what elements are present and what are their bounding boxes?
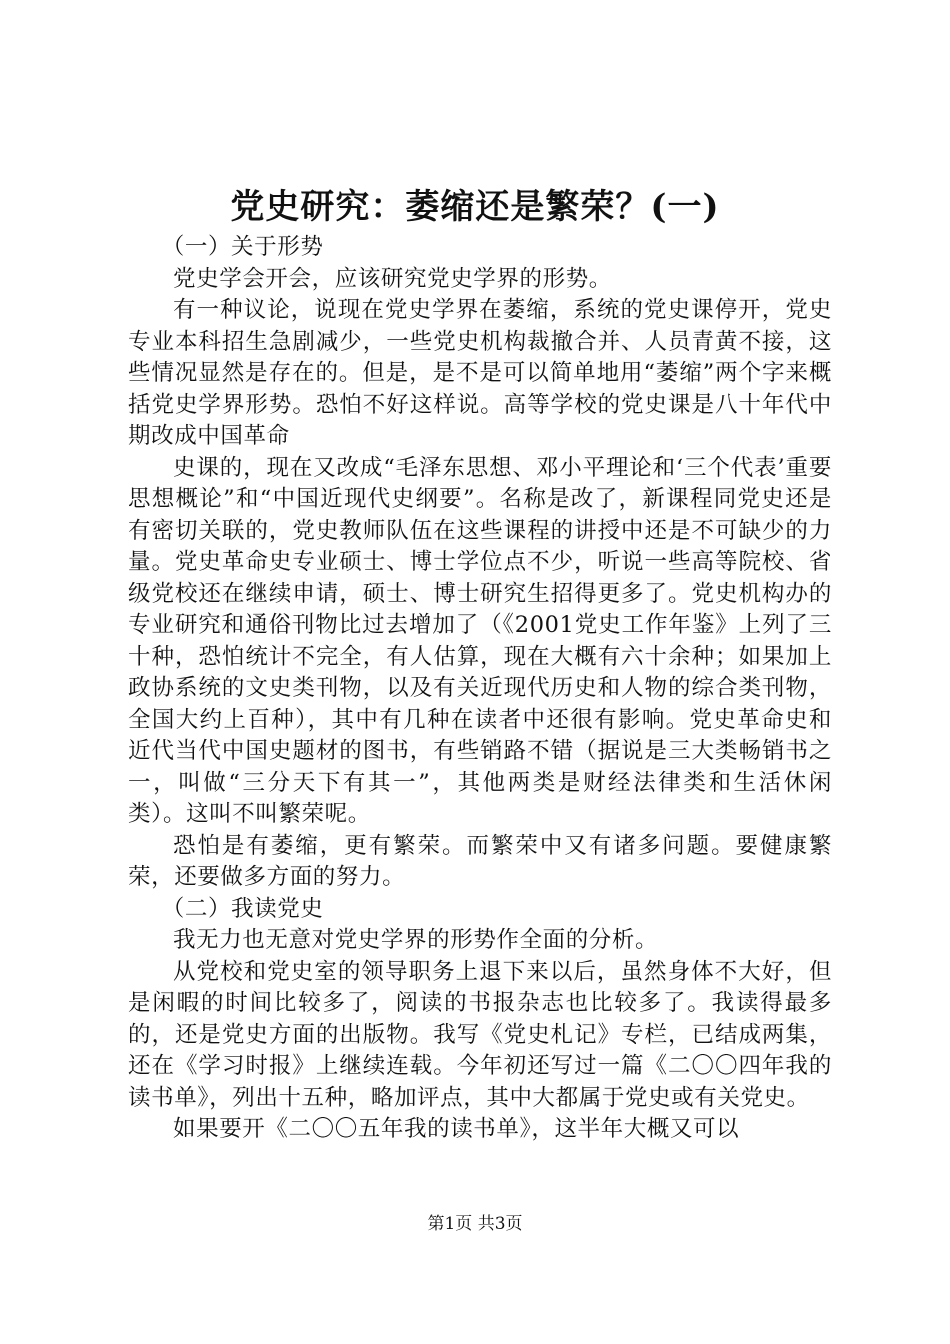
section-heading-reading: （二）我读党史 (161, 895, 324, 922)
page-number-footer: 第1页 共3页 (427, 1214, 523, 1234)
paragraph: 有一种议论，说现在党史学界在萎缩，系统的党史课停开，党史专业本科招生急剧减少，一些党史机构裁撤合并、人员青黄不接，这些情况显然是存在的。但是，是不是可以简单地用“萎缩”两个字来概括党史学界形势。恐怕不好这样说。高等学校的党史课是八十年代中期改成中国革命 (128, 297, 832, 449)
paragraph: 党史学会开会，应该研究党史学界的形势。 (173, 265, 612, 292)
paragraph: 如果要开《二〇〇五年我的读书单》，这半年大概又可以 (173, 1116, 740, 1142)
paragraph: 恐怕是有萎缩，更有繁荣。而繁荣中又有诸多问题。要健康繁荣，还要做多方面的努力。 (128, 832, 832, 890)
paragraph: 从党校和党史室的领导职务上退下来以后，虽然身体不大好，但是闲暇的时间比较多了，阅读的书报杂志也比较多了。我读得最多的，还是党史方面的出版物。我写《党史札记》专栏，已结成两集，还在《学习时报》上继续连载。今年初还写过一篇《二〇〇四年我的读书单》，列出十五种，略加评点，其中大都属于党史或有关党史。 (128, 958, 832, 1111)
document-body (128, 232, 832, 1146)
paragraph: 我无力也无意对党史学界的形势作全面的分析。 (173, 927, 659, 953)
document-title: 党史研究：萎缩还是繁荣？(一) (230, 187, 720, 227)
paragraph: 史课的，现在又改成“毛泽东思想、邓小平理论和‘三个代表’重要思想概论”和“中国近现代史纲要”。名称是改了，新课程同党史还是有密切关联的，党史教师队伍在这些课程的讲授中还是不可缺少的力量。党史革命史专业硕士、博士学位点不少，听说一些高等院校、省级党校还在继续申请，硕士、博士研究生招得更多了。党史机构办的专业研究和通俗刊物比过去增加了（《2001党史工作年鉴》上列了三十种，恐怕统计不完全，有人估算，现在大概有六十余种；如果加上政协系统的文史类刊物，以及有关近现代历史和人物的综合类刊物，全国大约上百种），其中有几种在读者中还很有影响。党史革命史和近代当代中国史题材的图书，有些销路不错（据说是三大类畅销书之一，叫做“三分天下有其一”，其他两类是财经法律类和生活休闲类）。这叫不叫繁荣呢。 (128, 454, 832, 827)
section-heading-situation: （一）关于形势 (161, 234, 324, 260)
